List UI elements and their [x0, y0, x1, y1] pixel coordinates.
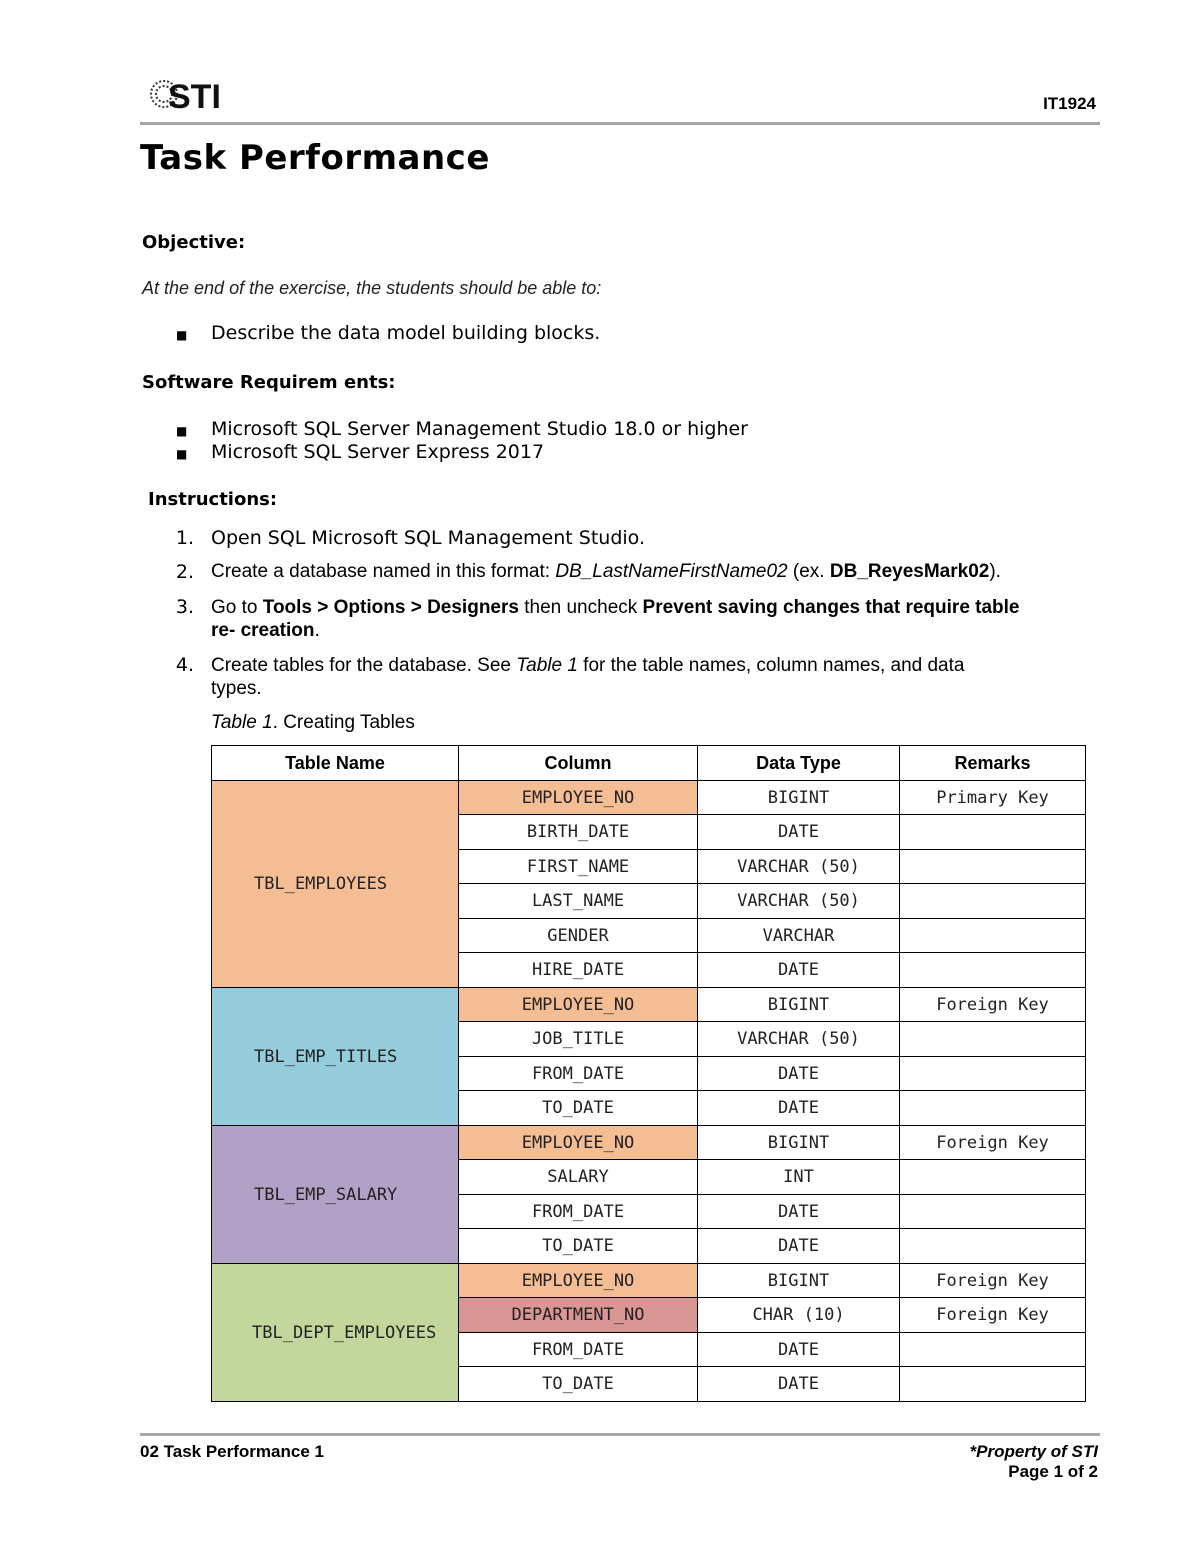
- sti-logo: [150, 72, 240, 116]
- objective-item: Describe the data model building blocks.: [211, 322, 601, 344]
- column-cell: TO_DATE: [459, 1091, 698, 1126]
- datatype-cell: VARCHAR (50): [698, 850, 900, 884]
- table-name-cell: TBL_DEPT_EMPLOYEES: [212, 1264, 459, 1402]
- remarks-cell: [900, 1091, 1086, 1126]
- column-cell: EMPLOYEE_NO: [459, 781, 698, 815]
- datatype-cell: BIGINT: [698, 781, 900, 815]
- step-text: Open SQL Microsoft SQL Management Studio.: [211, 527, 645, 549]
- datatype-cell: CHAR (10): [698, 1298, 900, 1333]
- column-cell: HIRE_DATE: [459, 953, 698, 988]
- remarks-cell: Foreign Key: [900, 1298, 1086, 1333]
- remarks-cell: [900, 1333, 1086, 1367]
- table-name-cell: TBL_EMP_SALARY: [212, 1126, 459, 1264]
- table-name-cell: TBL_EMP_TITLES: [212, 988, 459, 1126]
- remarks-cell: Foreign Key: [900, 988, 1086, 1022]
- remarks-cell: [900, 1022, 1086, 1057]
- column-cell: FROM_DATE: [459, 1057, 698, 1091]
- remarks-cell: [900, 919, 1086, 953]
- datatype-cell: DATE: [698, 1229, 900, 1264]
- column-cell: TO_DATE: [459, 1367, 698, 1402]
- software-item: Microsoft SQL Server Management Studio 18.0 or higher: [211, 418, 748, 440]
- objective-intro: At the end of the exercise, the students should be able to:: [142, 278, 602, 298]
- column-cell: JOB_TITLE: [459, 1022, 698, 1057]
- column-cell: FIRST_NAME: [459, 850, 698, 884]
- bullet-icon: ■: [176, 447, 188, 461]
- step-number: 3.: [175, 596, 194, 618]
- datatype-cell: DATE: [698, 953, 900, 988]
- column-cell: SALARY: [459, 1160, 698, 1195]
- column-cell: EMPLOYEE_NO: [459, 988, 698, 1022]
- remarks-cell: Primary Key: [900, 781, 1086, 815]
- header-table-name: Table Name: [212, 746, 459, 781]
- bullet-icon: ■: [176, 424, 188, 438]
- step-text: Go to Tools > Options > Designers then uncheck Prevent saving changes that require table re- creation.: [211, 597, 1020, 641]
- creating-tables-table: [211, 745, 1086, 1402]
- table-row: [212, 781, 1086, 815]
- column-cell: FROM_DATE: [459, 1195, 698, 1229]
- footer-left: 02 Task Performance 1: [140, 1442, 324, 1461]
- datatype-cell: VARCHAR: [698, 919, 900, 953]
- remarks-cell: [900, 1367, 1086, 1402]
- table-header-row: [212, 746, 1086, 781]
- column-cell: EMPLOYEE_NO: [459, 1126, 698, 1160]
- column-cell: LAST_NAME: [459, 884, 698, 919]
- column-cell: GENDER: [459, 919, 698, 953]
- datatype-cell: DATE: [698, 815, 900, 850]
- page-title: Task Performance: [140, 138, 490, 178]
- remarks-cell: Foreign Key: [900, 1264, 1086, 1298]
- remarks-cell: [900, 1057, 1086, 1091]
- column-cell: BIRTH_DATE: [459, 815, 698, 850]
- datatype-cell: BIGINT: [698, 1126, 900, 1160]
- step-number: 1.: [175, 527, 194, 549]
- footer-divider: [140, 1433, 1100, 1436]
- datatype-cell: VARCHAR (50): [698, 1022, 900, 1057]
- datatype-cell: DATE: [698, 1195, 900, 1229]
- table-name-cell: TBL_EMPLOYEES: [212, 781, 459, 988]
- remarks-cell: [900, 1195, 1086, 1229]
- header-remarks: Remarks: [900, 746, 1086, 781]
- bullet-icon: ■: [176, 328, 188, 342]
- column-cell: DEPARTMENT_NO: [459, 1298, 698, 1333]
- datatype-cell: DATE: [698, 1333, 900, 1367]
- datatype-cell: BIGINT: [698, 988, 900, 1022]
- datatype-cell: DATE: [698, 1091, 900, 1126]
- header-divider: [140, 122, 1100, 125]
- step-number: 2.: [175, 561, 194, 583]
- footer-property: *Property of STI: [969, 1442, 1098, 1461]
- remarks-cell: [900, 884, 1086, 919]
- column-cell: TO_DATE: [459, 1229, 698, 1264]
- remarks-cell: [900, 1229, 1086, 1264]
- step-text: Create a database named in this format: DB_LastNameFirstName02 (ex. DB_ReyesMark02).: [211, 561, 1001, 582]
- datatype-cell: VARCHAR (50): [698, 884, 900, 919]
- remarks-cell: [900, 850, 1086, 884]
- remarks-cell: Foreign Key: [900, 1126, 1086, 1160]
- column-cell: FROM_DATE: [459, 1333, 698, 1367]
- header-data-type: Data Type: [698, 746, 900, 781]
- remarks-cell: [900, 953, 1086, 988]
- instructions-heading: Instructions:: [148, 489, 278, 510]
- step-number: 4.: [175, 654, 194, 676]
- datatype-cell: DATE: [698, 1057, 900, 1091]
- header-column: Column: [459, 746, 698, 781]
- course-code: IT1924: [1043, 94, 1096, 113]
- datatype-cell: DATE: [698, 1367, 900, 1402]
- datatype-cell: INT: [698, 1160, 900, 1195]
- objective-heading: Objective:: [142, 232, 246, 253]
- table-row: [212, 1126, 1086, 1160]
- column-cell: EMPLOYEE_NO: [459, 1264, 698, 1298]
- software-heading: Software Requirem ents:: [142, 372, 396, 393]
- footer-page: Page 1 of 2: [1008, 1462, 1098, 1481]
- table-row: [212, 988, 1086, 1022]
- datatype-cell: BIGINT: [698, 1264, 900, 1298]
- table-caption: Table 1. Creating Tables: [211, 712, 415, 733]
- logo-text: STI: [168, 78, 221, 116]
- software-item: Microsoft SQL Server Express 2017: [211, 441, 545, 463]
- remarks-cell: [900, 815, 1086, 850]
- step-text: Create tables for the database. See Table 1 for the table names, column names, and data types.: [211, 655, 965, 699]
- table-row: [212, 1264, 1086, 1298]
- remarks-cell: [900, 1160, 1086, 1195]
